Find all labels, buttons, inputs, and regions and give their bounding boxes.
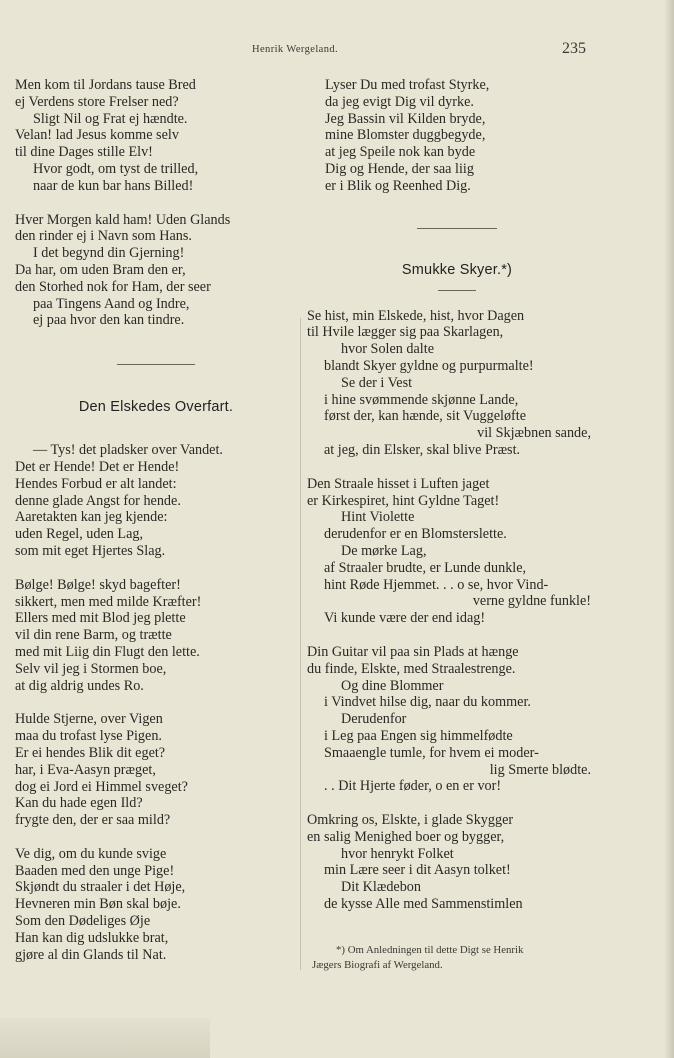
verse-line: . . Dit Hjerte føder, o en er vor! <box>324 778 502 795</box>
verse-line: de kysse Alle med Sammenstimlen <box>324 896 523 913</box>
verse-line: har, i Eva-Aasyn præget, <box>15 761 156 778</box>
verse-line: den rinder ej i Navn som Hans. <box>15 228 192 245</box>
verse-line: Ellers med mit Blod jeg plette <box>15 610 186 627</box>
verse-line: Hver Morgen kald ham! Uden Glands <box>15 211 231 228</box>
stanza <box>307 476 607 627</box>
page-number: 235 <box>562 40 586 57</box>
verse-line: Det er Hende! Det er Hende! <box>15 458 180 475</box>
verse-line: Og dine Blommer <box>341 677 444 694</box>
scan-smudge <box>0 1018 210 1058</box>
verse-line: Ve dig, om du kunde svige <box>15 845 167 862</box>
verse-line: du finde, Elskte, med Straalestrenge. <box>307 660 516 677</box>
verse-line: Baaden med den unge Pige! <box>15 862 175 879</box>
verse-line: Dit Klædebon <box>341 879 421 896</box>
verse-line: Omkring os, Elskte, i glade Skygger <box>307 812 514 829</box>
verse-line: Kan du hade egen Ild? <box>15 795 143 812</box>
verse-line: ej paa hvor den kan tindre. <box>33 312 185 329</box>
verse-line: i Leg paa Engen sig himmelfødte <box>324 727 513 744</box>
verse-line: Hulde Stjerne, over Vigen <box>15 711 163 728</box>
stanza <box>15 846 297 964</box>
verse-line: Sligt Nil og Frat ej hændte. <box>33 110 188 127</box>
verse-line: i hine svømmende skjønne Lande, <box>324 391 519 408</box>
verse-line: Hevneren min Bøn skal bøje. <box>15 896 181 913</box>
stanza <box>307 308 607 459</box>
verse-line: i Vindvet hilse dig, naar du kommer. <box>324 694 531 711</box>
stanza <box>15 442 297 560</box>
verse-line: Den Straale hisset i Luften jaget <box>307 475 490 492</box>
left-column <box>15 77 297 963</box>
stanza <box>15 577 297 695</box>
verse-line: derudenfor er en Blomsterslette. <box>324 526 507 543</box>
footnote-line: *) Om Anledningen til dette Digt se Henrik <box>336 944 524 956</box>
stanza <box>307 77 607 195</box>
verse-line: Skjøndt du straaler i det Høje, <box>15 879 186 896</box>
verse-line: som mit eget Hjertes Slag. <box>15 542 166 559</box>
verse-line: verne gyldne funkle! <box>472 593 591 610</box>
footnote <box>312 943 597 973</box>
verse-line: Hvor godt, om tyst de trilled, <box>33 160 199 177</box>
verse-line: — Tys! det pladsker over Vandet. <box>33 442 223 459</box>
verse-line: til dine Dages stille Elv! <box>15 144 153 161</box>
verse-line: Hendes Forbud er alt landet: <box>15 475 177 492</box>
stanza <box>15 711 297 829</box>
verse-line: hint Røde Hjemmet. . . o se, hvor Vind- <box>324 576 549 593</box>
verse-line: at dig aldrig undes Ro. <box>15 677 144 694</box>
verse-line: paa Tingens Aand og Indre, <box>33 295 190 312</box>
footnote-line: Jægers Biografi af Wergeland. <box>312 959 443 971</box>
verse-line: Lyser Du med trofast Styrke, <box>325 77 490 93</box>
verse-line: De mørke Lag, <box>341 542 427 559</box>
stanza <box>15 77 297 195</box>
column-gutter-line <box>300 318 301 970</box>
verse-line: Din Guitar vil paa sin Plads at hænge <box>307 643 519 660</box>
running-head: Henrik Wergeland. <box>252 44 339 55</box>
verse-line: med mit Liig din Flugt den lette. <box>15 643 200 660</box>
verse-line: er Kirkespiret, hint Gyldne Taget! <box>307 492 500 509</box>
verse-line: at jeg, din Elsker, skal blive Præst. <box>324 441 521 458</box>
verse-line: Selv vil jeg i Stormen boe, <box>15 660 167 677</box>
verse-line: Som den Dødeliges Øje <box>15 913 151 930</box>
verse-line: Han kan dig udslukke brat, <box>15 929 169 946</box>
verse-line: dog ei Jord ei Himmel sveget? <box>15 778 188 795</box>
verse-line: den Storhed nok for Ham, der seer <box>15 278 211 295</box>
verse-line: lig Smerte blødte. <box>489 761 591 778</box>
verse-line: Da har, om uden Bram den er, <box>15 261 186 278</box>
verse-line: af Straaler brudte, er Lunde dunkle, <box>324 559 527 576</box>
verse-line: er i Blik og Reenhed Dig. <box>325 177 471 194</box>
verse-line: Vi kunde være der end idag! <box>324 610 486 627</box>
stanza <box>15 212 297 330</box>
verse-line: hvor Solen dalte <box>341 341 434 358</box>
verse-line: Er ei hendes Blik dit eget? <box>15 744 166 761</box>
verse-line: frygte den, der er saa mild? <box>15 812 171 829</box>
verse-line: først der, kan hænde, sit Vuggeløfte <box>324 408 527 425</box>
verse-line: mine Blomster duggbegyde, <box>325 127 486 144</box>
verse-line: gjøre al din Glands til Nat. <box>15 946 167 963</box>
verse-line: Smaaengle tumle, for hvem ei moder- <box>324 744 539 761</box>
verse-line: hvor henrykt Folket <box>341 845 454 862</box>
verse-line: maa du trofast lyse Pigen. <box>15 728 162 745</box>
verse-line: da jeg evigt Dig vil dyrke. <box>325 93 474 110</box>
verse-line: Bølge! Bølge! skyd bagefter! <box>15 576 181 593</box>
verse-line: Velan! lad Jesus komme selv <box>15 127 179 144</box>
poem-title: Den Elskedes Overfart. <box>78 399 234 416</box>
verse-line: Hint Violette <box>341 509 415 526</box>
verse-line: Derudenfor <box>341 711 407 728</box>
verse-line: I det begynd din Gjerning! <box>33 245 185 262</box>
poem-title: Smukke Skyer.*) <box>401 261 513 278</box>
verse-line: vil din rene Barm, og trætte <box>15 627 172 644</box>
verse-line: Jeg Bassin vil Kilden bryde, <box>325 110 486 127</box>
verse-line: en salig Menighed boer og bygger, <box>307 828 505 845</box>
verse-line: ej Verdens store Frelser ned? <box>15 93 179 110</box>
stanza <box>307 812 607 913</box>
verse-line: vil Skjæbnen sande, <box>477 425 591 442</box>
verse-line: Dig og Hende, der saa liig <box>325 160 474 177</box>
verse-line: Aaretakten kan jeg kjende: <box>15 509 168 526</box>
verse-line: min Lære seer i dit Aasyn tolket! <box>324 862 511 879</box>
page-edge-shadow <box>664 0 674 1058</box>
verse-line: naar de kun bar hans Billed! <box>33 177 194 194</box>
right-column <box>307 77 607 913</box>
verse-line: at jeg Speile nok kan byde <box>325 144 476 161</box>
verse-line: uden Regel, uden Lag, <box>15 526 144 543</box>
verse-line: til Hvile lægger sig paa Skarlagen, <box>307 324 504 341</box>
verse-line: Men kom til Jordans tause Bred <box>15 77 196 93</box>
stanza <box>307 644 607 795</box>
verse-line: Se der i Vest <box>341 374 413 391</box>
verse-line: Se hist, min Elskede, hist, hvor Dagen <box>307 307 525 324</box>
verse-line: sikkert, men med milde Kræfter! <box>15 593 202 610</box>
verse-line: denne glade Angst for hende. <box>15 492 181 509</box>
verse-line: blandt Skyer gyldne og purpurmalte! <box>324 357 534 374</box>
